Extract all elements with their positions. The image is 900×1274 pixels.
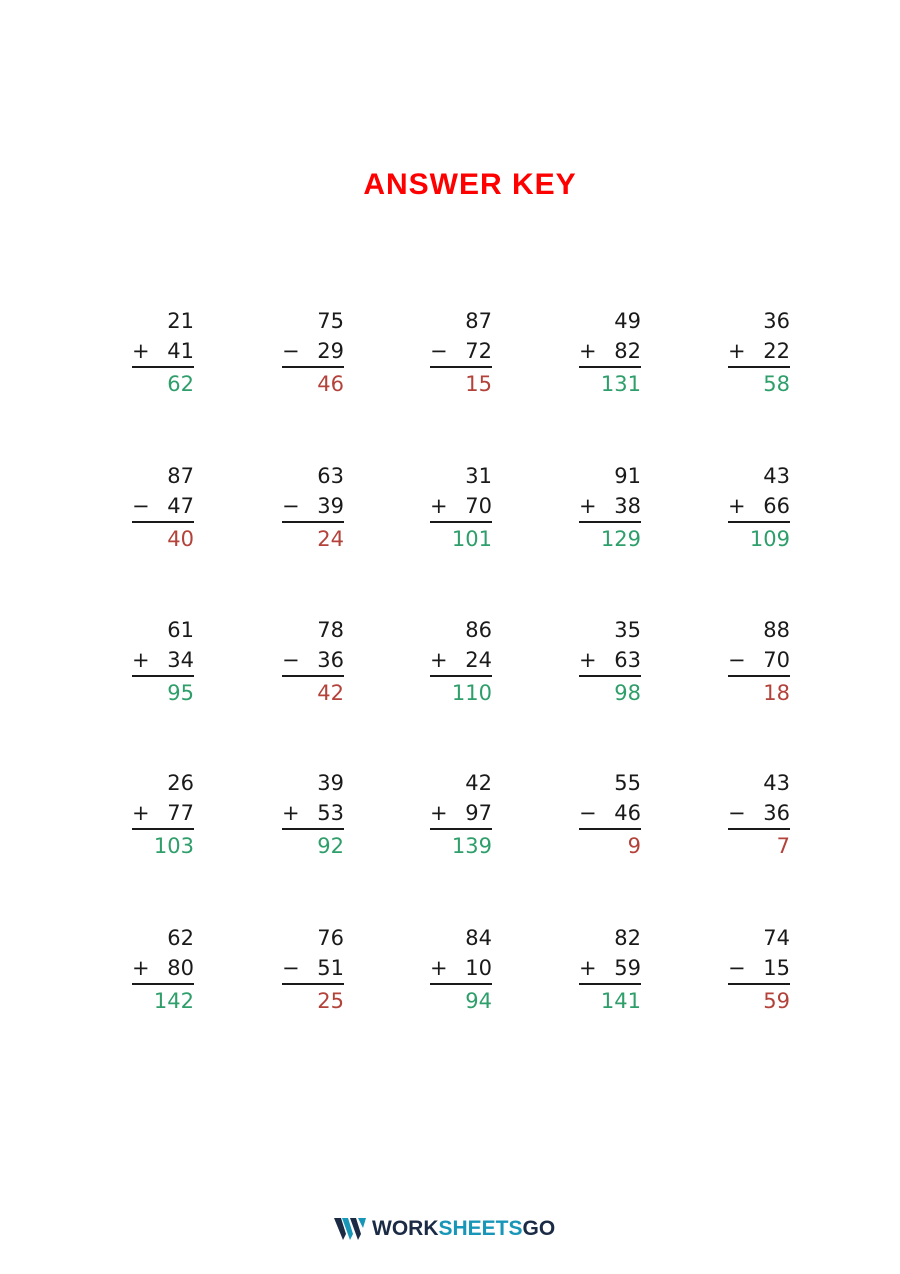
answer: 110 [451,681,492,705]
first-operand: 36 [763,309,790,333]
second-operand: 47 [167,494,194,518]
operator-sign: + [430,648,448,672]
operator-sign: + [430,494,448,518]
answer: 129 [600,527,641,551]
first-operand: 87 [465,309,492,333]
problem-1 [132,306,196,402]
first-operand: 49 [614,309,641,333]
first-operand: 42 [465,771,492,795]
first-operand: 43 [763,464,790,488]
second-operand: 34 [167,648,194,672]
problem-18 [430,768,494,864]
operator-sign: + [132,801,150,825]
answer: 98 [614,681,641,705]
brand-go: GO [522,1217,556,1240]
problem-4 [579,306,643,402]
operator-sign: + [132,956,150,980]
first-operand: 87 [167,464,194,488]
problem-2 [282,306,346,402]
problem-19 [579,768,643,864]
answer: 46 [317,372,344,396]
page-title: ANSWER KEY [363,168,577,201]
operator-sign: + [282,801,300,825]
second-operand: 97 [465,801,492,825]
problem-9 [579,461,643,557]
problem-13 [430,615,494,711]
second-operand: 46 [614,801,641,825]
second-operand: 51 [317,956,344,980]
problem-23 [430,923,494,1019]
problem-8 [430,461,494,557]
problem-14 [579,615,643,711]
answer: 131 [600,372,641,396]
operator-sign: − [282,956,300,980]
operator-sign: + [132,648,150,672]
answer: 7 [776,834,790,858]
answer: 141 [600,989,641,1013]
answer: 40 [167,527,194,551]
answer: 42 [317,681,344,705]
problem-10 [728,461,792,557]
answer: 139 [451,834,492,858]
first-operand: 39 [317,771,344,795]
operator-sign: − [132,494,150,518]
first-operand: 75 [317,309,344,333]
answer: 59 [763,989,790,1013]
second-operand: 77 [167,801,194,825]
operator-sign: + [579,339,597,363]
first-operand: 88 [763,618,790,642]
second-operand: 72 [465,339,492,363]
problem-22 [282,923,346,1019]
footer-brand [334,1214,555,1244]
second-operand: 70 [465,494,492,518]
second-operand: 66 [763,494,790,518]
second-operand: 15 [763,956,790,980]
problem-15 [728,615,792,711]
first-operand: 76 [317,926,344,950]
operator-sign: + [579,956,597,980]
problem-16 [132,768,196,864]
answer: 94 [465,989,492,1013]
second-operand: 63 [614,648,641,672]
problem-6 [132,461,196,557]
operator-sign: + [579,494,597,518]
problem-25 [728,923,792,1019]
problem-11 [132,615,196,711]
operator-sign: + [430,801,448,825]
answer: 101 [451,527,492,551]
operator-sign: + [728,339,746,363]
answer: 9 [627,834,641,858]
second-operand: 36 [317,648,344,672]
first-operand: 86 [465,618,492,642]
first-operand: 78 [317,618,344,642]
answer: 92 [317,834,344,858]
second-operand: 70 [763,648,790,672]
first-operand: 35 [614,618,641,642]
first-operand: 84 [465,926,492,950]
operator-sign: + [728,494,746,518]
problem-5 [728,306,792,402]
first-operand: 31 [465,464,492,488]
operator-sign: + [579,648,597,672]
problem-20 [728,768,792,864]
first-operand: 21 [167,309,194,333]
brand-sheets: SHEETS [438,1217,523,1240]
operator-sign: − [282,494,300,518]
answer: 18 [763,681,790,705]
answer: 103 [153,834,194,858]
first-operand: 62 [167,926,194,950]
operator-sign: − [728,648,746,672]
first-operand: 26 [167,771,194,795]
answer: 58 [763,372,790,396]
second-operand: 53 [317,801,344,825]
first-operand: 82 [614,926,641,950]
problem-17 [282,768,346,864]
operator-sign: − [282,648,300,672]
answer: 142 [153,989,194,1013]
problem-7 [282,461,346,557]
operator-sign: − [282,339,300,363]
first-operand: 55 [614,771,641,795]
problem-24 [579,923,643,1019]
operator-sign: + [132,339,150,363]
first-operand: 61 [167,618,194,642]
brand-work: WORK [372,1217,439,1240]
second-operand: 38 [614,494,641,518]
operator-sign: + [430,956,448,980]
operator-sign: − [728,801,746,825]
second-operand: 39 [317,494,344,518]
problem-21 [132,923,196,1019]
answer: 24 [317,527,344,551]
second-operand: 80 [167,956,194,980]
second-operand: 36 [763,801,790,825]
second-operand: 29 [317,339,344,363]
answer: 25 [317,989,344,1013]
second-operand: 10 [465,956,492,980]
answer: 95 [167,681,194,705]
second-operand: 22 [763,339,790,363]
second-operand: 41 [167,339,194,363]
first-operand: 91 [614,464,641,488]
problem-12 [282,615,346,711]
first-operand: 43 [763,771,790,795]
first-operand: 63 [317,464,344,488]
problem-3 [430,306,494,402]
first-operand: 74 [763,926,790,950]
operator-sign: − [728,956,746,980]
operator-sign: − [430,339,448,363]
answer: 15 [465,372,492,396]
worksheetsgo-logo-icon [334,1216,366,1242]
second-operand: 24 [465,648,492,672]
second-operand: 82 [614,339,641,363]
answer: 109 [749,527,790,551]
answer: 62 [167,372,194,396]
second-operand: 59 [614,956,641,980]
operator-sign: − [579,801,597,825]
